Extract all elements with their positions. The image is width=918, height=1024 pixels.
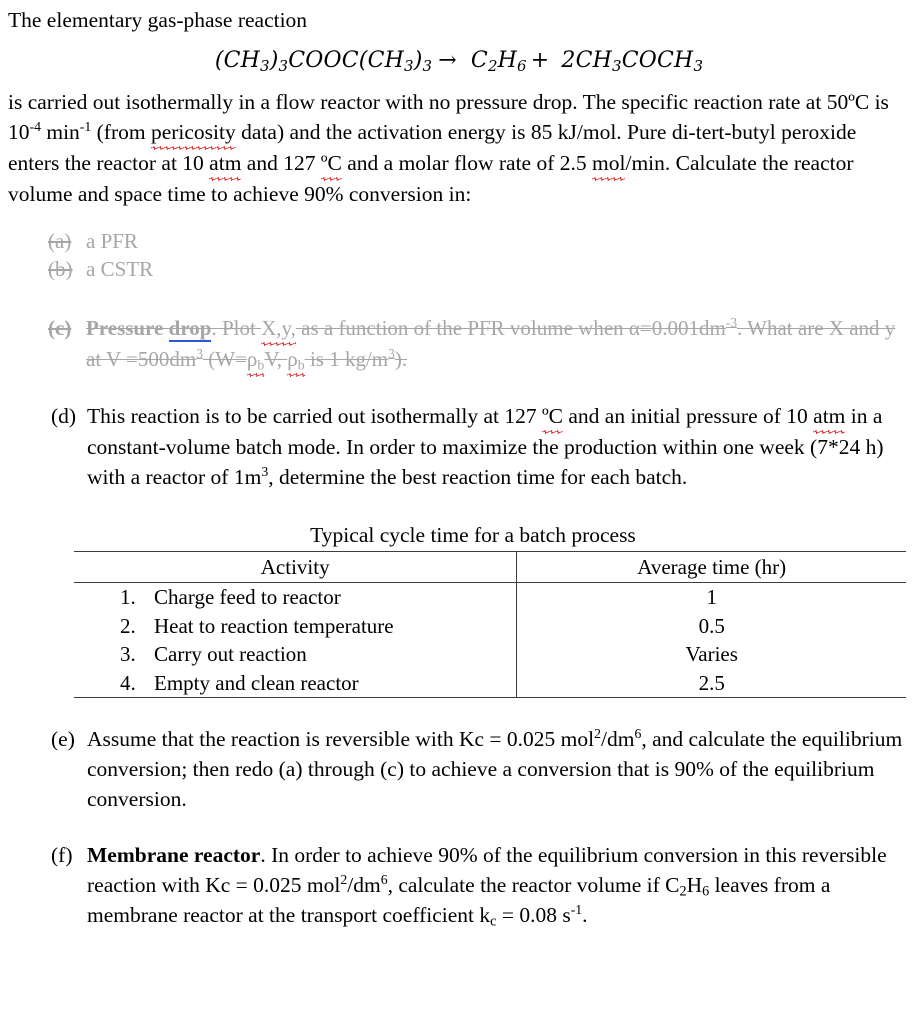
spellcheck-word-xy: X,y, — [261, 313, 296, 344]
list-marker-b: (b) — [48, 257, 73, 282]
spellcheck-word-mol: mol — [592, 148, 625, 179]
list-marker-a: (a) — [48, 229, 72, 254]
list-item-c-text — [86, 313, 904, 375]
subscript-kc: c — [490, 913, 497, 930]
list-marker-e: (e) — [51, 727, 75, 752]
cell-activity — [74, 640, 517, 669]
f-text-segment: /dm — [347, 873, 381, 898]
table-caption: Typical cycle time for a batch process — [310, 523, 636, 548]
f-text-segment: . In order to achieve 90% of the equilibrium conversion in this reversible reaction with Kc = 0.025 mol — [87, 843, 887, 898]
list-item-f-text — [87, 840, 904, 930]
cell-average-time: Varies — [685, 642, 738, 667]
pressure-label: Pressure — [86, 316, 169, 341]
list-item-b — [6, 255, 904, 283]
list-item-c — [6, 313, 904, 375]
problem-statement-paragraph — [8, 87, 890, 209]
list-marker-c: (c) — [48, 316, 72, 341]
list-item-d-text — [87, 401, 904, 492]
d-text-segment: , determine the best reaction time for each batch. — [268, 465, 688, 490]
body-text-segment: and 127 — [241, 151, 321, 176]
list-marker-d: (d) — [51, 404, 77, 429]
exponent-inverse-seconds: -1 — [570, 902, 583, 918]
spellcheck-word-rho-b-1: $\rho_b$ — [247, 344, 264, 375]
c-text-segment: (W= — [202, 347, 247, 372]
row-number: 2. — [120, 613, 136, 638]
spellcheck-word-degc-d: ºC — [542, 401, 563, 432]
table-row — [74, 583, 906, 612]
activity-label: Carry out reaction — [154, 642, 307, 667]
c-text-segment: is 1 kg/m — [304, 347, 389, 372]
cell-average-time: 2.5 — [517, 669, 906, 698]
d-text-segment: in a constant-volume batch mode. In order to maximize the production within one week (7*24 h) with a reactor of 1m — [87, 404, 884, 490]
cycle-time-table-container — [6, 522, 904, 698]
f-text-segment: = 0.08 s — [496, 903, 571, 928]
exponent-dm-sixth: 6 — [634, 726, 642, 742]
list-marker-f: (f) — [51, 843, 73, 868]
list-item-f — [6, 840, 904, 930]
d-text-segment: and an initial pressure of 10 — [562, 404, 814, 429]
exponent-minus-one: -1 — [79, 119, 92, 135]
c-text-segment: as a function of the PFR volume when α=0.001dm — [295, 316, 726, 341]
list-item-a — [6, 227, 904, 255]
row-number: 4. — [120, 670, 136, 695]
exponent-minus-four: -4 — [29, 119, 41, 135]
spellcheck-word-rho-b-2: $\rho_b$ — [287, 344, 304, 375]
spellcheck-word-degc: ºC — [321, 148, 342, 179]
spellcheck-word-atm: atm — [209, 148, 241, 179]
exponent-mol-squared: 2 — [594, 726, 601, 742]
exponent-alpha-units: -3 — [725, 315, 738, 331]
body-text-segment: min — [40, 120, 80, 145]
exponent-cubic-meter: 3 — [261, 464, 269, 480]
e-text-segment: /dm — [600, 727, 635, 752]
body-text-segment: and a molar flow rate of 2.5 — [341, 151, 593, 176]
cycle-time-table — [74, 551, 906, 698]
row-number: 1. — [120, 585, 136, 610]
c-text-segment: V, — [264, 347, 288, 372]
c-text-segment: . Plot — [211, 316, 262, 341]
body-text-segment: is carried out isothermally in a flow reactor with no pressure drop. The specific reaction rate at 50ºC is 10 — [8, 90, 889, 145]
equation-product-2: $2CH_3COCH_3$ — [561, 48, 704, 76]
intro-sentence: The elementary gas-phase reaction — [8, 8, 308, 32]
e-text-segment: , and calculate the equilibrium conversion; then redo (a) through (c) to achieve a conversion that is 90% of the equilibrium conversion. — [87, 727, 903, 812]
cell-activity — [74, 612, 517, 641]
cell-average-time: 0.5 — [698, 613, 725, 638]
exponent-dm-sixth-f: 6 — [380, 872, 388, 888]
reaction-arrow-icon: → — [438, 48, 457, 73]
c-text-segment: . What are X and y at V =500dm — [86, 316, 896, 372]
exponent-volume-units: 3 — [196, 346, 203, 362]
membrane-reactor-label: Membrane reactor — [87, 843, 261, 868]
f-text-segment: . — [582, 903, 588, 928]
f-text-segment: leaves from a membrane reactor at the transport coefficient k — [87, 873, 831, 928]
activity-label: Empty and clean reactor — [154, 670, 359, 695]
body-text-segment: /min. Calculate the reactor volume and space time to achieve 90% conversion in: — [8, 151, 854, 207]
row-number: 3. — [120, 642, 136, 667]
c-text-segment: ). — [394, 347, 408, 372]
cell-activity — [74, 669, 517, 698]
list-item-e — [6, 724, 904, 814]
f-text-segment: , calculate the reactor volume if C — [387, 873, 680, 898]
cell-activity — [74, 583, 517, 612]
e-text-segment: Assume that the reaction is reversible with Kc = 0.025 mol — [87, 727, 595, 752]
table-header-row — [74, 552, 906, 583]
table-row — [74, 669, 906, 698]
subscript-c2: 2 — [679, 883, 687, 900]
spellcheck-word-pericosity: pericosity — [151, 117, 236, 148]
list-item-a-text: a PFR — [86, 229, 138, 254]
equation-reactant: $(CH_3)_3COOC(CH_3)_3$ — [214, 48, 433, 76]
struck-through-list — [6, 227, 904, 283]
table-row — [74, 612, 906, 641]
table-row — [74, 640, 906, 669]
column-header-activity: Activity — [74, 552, 517, 583]
d-text-segment: This reaction is to be carried out isothermally at 127 — [87, 404, 542, 429]
list-item-d — [6, 401, 904, 492]
exponent-mol-squared-f: 2 — [340, 872, 348, 888]
activity-label: Charge feed to reactor — [154, 585, 341, 610]
column-header-average-time: Average time (hr) — [517, 552, 906, 583]
activity-label: Heat to reaction temperature — [154, 613, 394, 638]
list-item-e-text — [87, 724, 904, 814]
exponent-density-units: 3 — [388, 346, 395, 362]
f-text-segment: H — [686, 873, 703, 898]
body-text-segment: (from — [91, 120, 151, 145]
cell-average-time: 1 — [706, 585, 717, 610]
spellcheck-word-atm-d: atm — [813, 401, 845, 432]
body-text-segment: data) and the activation energy is 85 kJ/mol. Pure di-tert-butyl peroxide enters the reactor at 10 — [8, 120, 857, 176]
equation-plus-sign: + — [530, 48, 550, 73]
equation-product-1: $C_2H_6$ — [470, 48, 527, 76]
chemical-equation — [6, 48, 904, 75]
subscript-h6: 6 — [702, 883, 710, 900]
drop-hyperlink[interactable]: drop — [168, 316, 212, 341]
list-item-b-text: a CSTR — [86, 257, 154, 282]
